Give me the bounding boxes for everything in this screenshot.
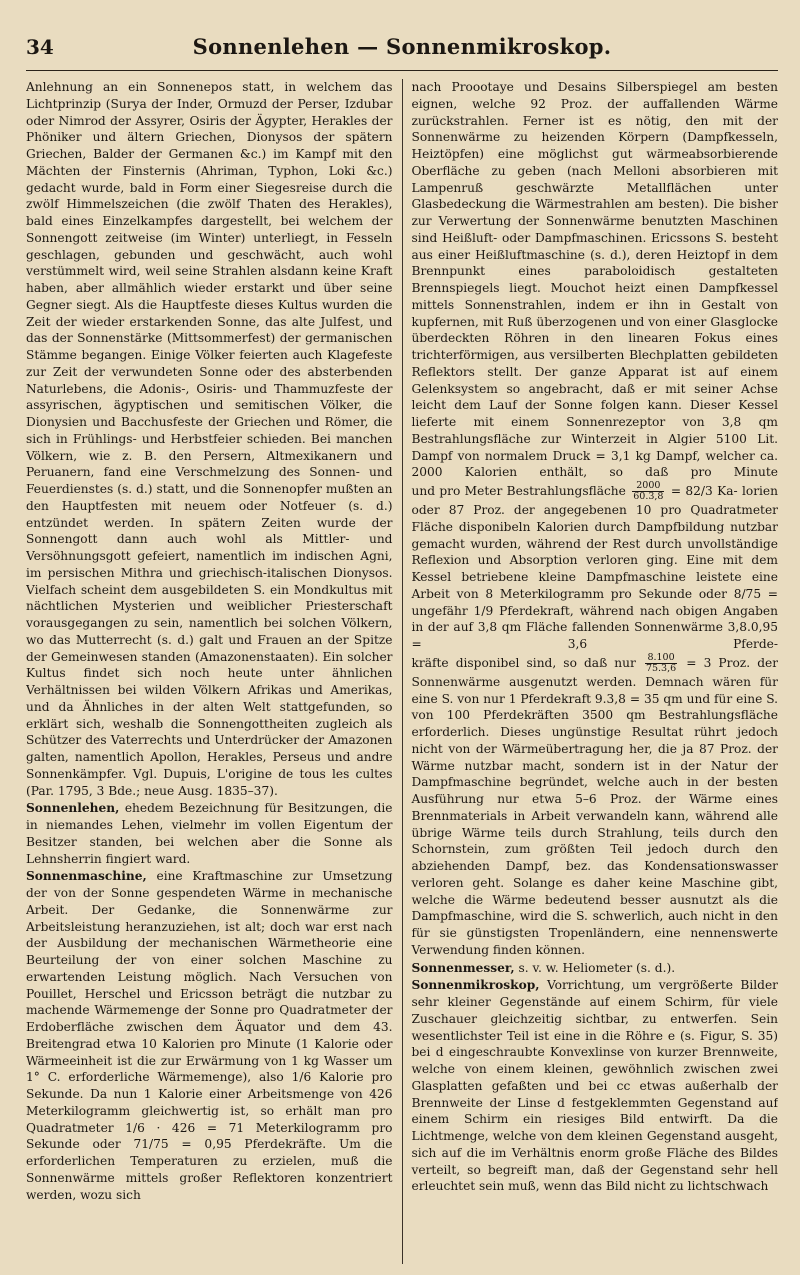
formula-suffix: = 82/3 Ka- xyxy=(670,484,738,498)
headword: Sonnenmesser, xyxy=(411,960,515,975)
formula-line xyxy=(411,651,751,674)
text-columns xyxy=(26,79,778,1264)
entry-sonnenmaschine xyxy=(26,868,393,1203)
fraction-denominator: 60.3,8 xyxy=(633,491,664,502)
fraction-numerator: 2000 xyxy=(632,481,664,492)
entry-text: ehedem Bezeichnung für Besitzungen, die in niemandes Lehen, vielmehr im vollen Eigentum der Besitzer standen, bei welchen aber die Sonne als Lehnsherrin fingiert ward. xyxy=(26,801,393,866)
formula-line xyxy=(411,480,738,502)
entry-sonnenmaschine-continued xyxy=(412,79,779,959)
formula-prefix: kräfte disponibel sind, so daß nur xyxy=(411,655,636,670)
formula-prefix: und pro Meter Bestrahlungsfläche xyxy=(411,484,626,498)
formula-suffix: = 3 Proz. xyxy=(686,655,751,670)
page-header xyxy=(26,34,778,71)
fraction-numerator: 8.100 xyxy=(645,653,677,664)
fraction-denominator: 75.3,6 xyxy=(645,662,677,674)
page-number: 34 xyxy=(26,35,54,59)
headword: Sonnenlehen, xyxy=(26,801,120,816)
entry-sonnenmikroskop xyxy=(412,977,779,1195)
headword: Sonnenmaschine, xyxy=(26,869,147,884)
entry-text: Vorrichtung, um vergrößerte Bilder sehr kleiner Gegenstände auf einem Schirm, für viele Zuschauer gleichzeitig sichtbar, zu entwerfen. Sein wesentlichster Teil ist eine in die Röhre e (s. Figur, S. 35) bei d eingeschraubte Konvexlinse von kurzer Brennweite, welche von einem kleinen, gewöhnlich zwischen zwei Glasplatten gefaßten und bei cc etwas außerhalb der Brennweite der Linse d festgeklemmten Gegenstand auf einem Schirm ein riesiges Bild entwirft. Da die Lichtmenge, welche von dem kleinen Gegenstand ausgeht, sich auf die im Verhältnis enorm große Fläche des Bildes verteilt, so begreift man, daß der Gegenstand sehr hell erleuchtet sein muß, wenn das Bild nicht zu lichtschwach xyxy=(411,978,778,1194)
fraction xyxy=(645,653,677,674)
entry-text: nach Proootaye und Desains Silberspiegel am besten eignen, welche 92 Proz. der auffallenden Wärme zurückstrahlen. Ferner ist es nötig, den mit der Sonnenwärme zu heizenden Körpern (Dampfkesseln, Heiztöpfen) eine möglichst gut wärmeabsorbierende Oberfläche zu geben (nach Melloni absorbieren mit Lampenruß geschwärzte Metallflächen unter Glasbedeckung die Wärmestrahlen am besten). Die bisher zur Verwertung der Sonnenwärme benutzten Maschinen sind Heißluft- oder Dampfmaschinen. Ericssons S. besteht aus einer Heißluftmaschine (s. d.), deren Heiztopf in dem Brennpunkt eines paraboloidisch gestalteten Brennspiegels liegt. Mouchot heizt einen Dampfkessel mittels Sonnenstrahlen, indem er ihn in Gestalt von kupfernen, mit Ruß überzogenen und von einer Glasglocke überdeckten Röhren in den linearen Fokus eines trichterförmigen, aus versilberten Blechplatten gebildeten Reflektors stellt. Der ganze Apparat ist auf einem Gelenksystem so angebracht, daß er mit seiner Achse leicht dem Lauf der Sonne folgen kann. Dieser Kessel lieferte mit einem Sonnenrezeptor von 3,8 qm Bestrahlungsfläche zur Winterzeit in Algier 5100 Lit. Dampf von normalem Druck = 3,1 kg Dampf, welcher ca. 2000 Kalorien enthält, so daß pro Minute xyxy=(411,80,778,480)
entry-text: eine Kraftmaschine zur Umsetzung der von der Sonne gespendeten Wärme in mechanische Arbeit. Der Gedanke, die Sonnenwärme zur Arbeitsleistung heranzuziehen, ist alt; doch war erst nach der Ausbildung der mechanischen Wärmetheorie eine Beurteilung der von einer solchen Maschine zu erwartenden Leistung möglich. Nach Versuchen von Pouillet, Herschel und Ericsson beträgt die nutzbar zu machende Wärmemenge der Sonne pro Quadratmeter der Erdoberfläche zwischen dem Äquator und dem 43. Breitengrad etwa 10 Kalorien pro Minute (1 Kalorie oder Wärmeeinheit ist die zur Erwärmung von 1 kg Wasser um 1° C. erforderliche Wärmemenge), also 1/6 Kalorie pro Sekunde. Da nun 1 Kalorie einer Arbeitsmenge von 426 Meterkilogramm gleichwertig ist, so erhält man pro Quadratmeter 1/6 · 426 = 71 Meterkilogramm pro Sekunde oder 71/75 = 0,95 Pferdekräfte. Um die erforderlichen Temperaturen zu erzielen, muß die Sonnenwärme mittels großer Reflektoren konzentriert werden, wozu sich xyxy=(26,869,393,1202)
entry-sonnenkultus-continued: Anlehnung an ein Sonnenepos statt, in welchem das Lichtprinzip (Surya der Inder, Ormuzd der Perser, Izdubar oder Nimrod der Assyrer, Osiris der Ägypter, Herakles der Phöniker und ältern Griechen, Dionysos der spätern Griechen, Balder der Germanen &c.) im Kampf mit den Mächten der Finsternis (Ahriman, Typhon, Loki &c.) gedacht wurde, bald in Form einer Siegesreise durch die zwölf Himmelszeichen (die zwölf Thaten des Herakles), bald eines Einzelkampfes dargestellt, bei welchem der Sonnengott zeitweise (im Winter) unterliegt, in Fesseln geschlagen, gebunden und geschwächt, auch wohl verstümmelt wird, weil seine Strahlen alsdann keine Kraft haben, aber allmählich wieder erstarkt und über seine Gegner siegt. Als die Hauptfeste dieses Kultus wurden die Zeit der wieder erstarkenden Sonne, das alte Julfest, und das der Sonnenstärke (Mittsommerfest) der germanischen Stämme begangen. Einige Völker feierten auch Klagefeste zur Zeit der verwundeten Sonne oder des absterbenden Naturlebens, die Adonis-, Osiris- und Thammuzfeste der assyrischen, ägyptischen und semitischen Völker, die Dionysien und Bacchusfeste der Griechen und Römer, die sich in Frühlings- und Herbstfeier schieden. Bei manchen Völkern, wie z. B. den Persern, Altmexikanern und Peruanern, fand eine Verschmelzung des Sonnen- und Feuerdienstes (s. d.) statt, und die Sonnenopfer mußten an den Hauptfesten mit neuem oder Notfeuer (s. d.) entzündet werden. In spätern Zeiten wurde der Sonnengott dann auch wohl als Mittler- und Versöhnungsgott gefeiert, namentlich im indischen Agni, im persischen Mithra und griechisch-italischen Dionysos. Vielfach scheint dem ausgebildeten S. ein Mondkultus mit nächtlichen Mysterien und weiblicher Priesterschaft vorausgegangen zu sein, namentlich bei solchen Völkern, wo das Mutterrecht (s. d.) galt und Frauen an der Spitze der Gemeinwesen standen (Amazonenstaaten). Ein solcher Kultus findet sich noch heute unter ähnlichen Verhältnissen bei wilden Völkern Afrikas und Amerikas, und da Ähnliches in der alten Welt stattgefunden, so erklärt sich, weshalb die Sonnengottheiten zugleich als Schützer des Vaterrechts und Unterdrücker der Amazonen galten, namentlich Apollon, Herakles, Perseus und andre Sonnenkämpfer. Vgl. Dupuis, L'origine de tous les cultes (Par. 1795, 3 Bde.; neue Ausg. 1835–37). xyxy=(26,80,393,798)
entry-text: lorien oder 87 Proz. der angegebenen 10 pro Quadratmeter Fläche disponibeln Kalorien durch Dampfbildung nutzbar gemacht wurden, während der Rest durch unvollständige Reflexion und Absorption verloren ging. Eine mit dem Kessel betriebene kleine Dampfmaschine leistete eine Arbeit von 8 Meterkilogramm pro Sekunde oder 8/75 = ungefähr 1/9 Pferdekraft, während nach obigen Angaben in der auf 3,8 qm Fläche fallenden Sonnenwärme 3,8.0,95 = 3,6 Pferde- xyxy=(411,484,778,651)
right-column xyxy=(403,79,779,1264)
running-head: Sonnenlehen — Sonnenmikroskop. xyxy=(192,34,612,59)
entry-sonnenmesser xyxy=(412,960,779,977)
headword: Sonnenmikroskop, xyxy=(411,978,540,993)
entry-text: s. v. w. Heliometer (s. d.). xyxy=(514,960,676,975)
fraction xyxy=(632,481,664,502)
left-column xyxy=(26,79,403,1264)
entry-sonnenlehen xyxy=(26,800,393,867)
entry-text: der Sonnenwärme ausgenutzt werden. Demnach wären für eine S. von nur 1 Pferdekraft 9.3,8 = 35 qm und für eine S. von 100 Pferdekräften 3500 qm Bestrahlungsfläche erforderlich. Dieses ungünstige Resultat rührt jedoch nicht von der Wärmeübertragung her, die ja 87 Proz. der Wärme nutzbar macht, sondern ist in der Natur der Dampfmaschine begründet, welche auch in der besten Ausführung nur etwa 5–6 Proz. der Wärme eines Brennmaterials in Arbeit verwandeln kann, während alle übrige Wärme teils durch Strahlung, teils durch den Schornstein, zum größten Teil jedoch durch den abziehenden Dampf, bez. das Kondensationswasser verloren geht. Solange es daher keine Maschine gibt, welche die Wärme bedeutend besser ausnutzt als die Dampfmaschine, wird die S. schwerlich, auch nicht in den für sie günstigsten Tropenländern, eine nennenswerte Verwendung finden können. xyxy=(411,655,778,957)
